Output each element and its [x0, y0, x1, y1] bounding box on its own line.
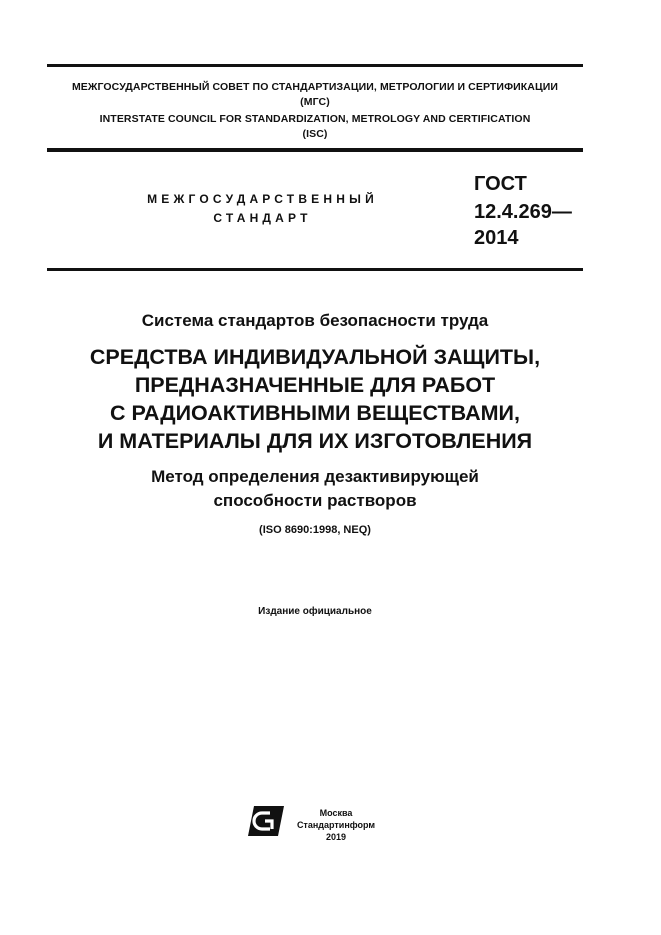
council-ru	[47, 80, 583, 110]
header-bottom-rule	[47, 148, 583, 152]
council-en-name: INTERSTATE COUNCIL FOR STANDARDIZATION, METROLOGY AND CERTIFICATION	[99, 113, 531, 125]
gost-number: 12.4.269—	[474, 201, 572, 223]
main-title-line: ПРЕДНАЗНАЧЕННЫЕ ДЛЯ РАБОТ	[134, 373, 496, 397]
subtitle-line: Метод определения дезактивирующей	[151, 467, 479, 486]
top-rule	[47, 64, 583, 67]
iso-reference: (ISO 8690:1998, NEQ)	[259, 524, 371, 536]
subtitle-line: способности растворов	[213, 491, 417, 510]
publisher-block	[296, 807, 376, 843]
gost-year: 2014	[474, 227, 519, 249]
edition-note: Издание официальное	[258, 606, 372, 617]
standard-rule	[47, 268, 583, 271]
standartinform-logo-icon	[248, 806, 284, 836]
standard-type-line1: МЕЖГОСУДАРСТВЕННЫЙ	[147, 192, 378, 206]
council-ru-name: МЕЖГОСУДАРСТВЕННЫЙ СОВЕТ ПО СТАНДАРТИЗАЦИИ, МЕТРОЛОГИИ И СЕРТИФИКАЦИИ	[71, 81, 559, 93]
publisher-name: Стандартинформ	[296, 820, 376, 830]
subtitle	[47, 465, 583, 513]
publisher-city: Москва	[319, 808, 353, 818]
main-title-line: СРЕДСТВА ИНДИВИДУАЛЬНОЙ ЗАЩИТЫ,	[89, 345, 541, 369]
council-en-abbr: (ISC)	[302, 128, 328, 140]
publisher-year: 2019	[325, 832, 347, 842]
main-title-line: С РАДИОАКТИВНЫМИ ВЕЩЕСТВАМИ,	[109, 401, 520, 425]
council-en	[47, 112, 583, 142]
main-title-line: И МАТЕРИАЛЫ ДЛЯ ИХ ИЗГОТОВЛЕНИЯ	[97, 429, 533, 453]
main-title	[47, 343, 583, 455]
system-title: Система стандартов безопасности труда	[141, 311, 489, 330]
council-ru-abbr: (МГС)	[300, 96, 330, 108]
standard-type-line2: СТАНДАРТ	[213, 211, 312, 225]
gost-label: ГОСТ	[474, 173, 527, 195]
